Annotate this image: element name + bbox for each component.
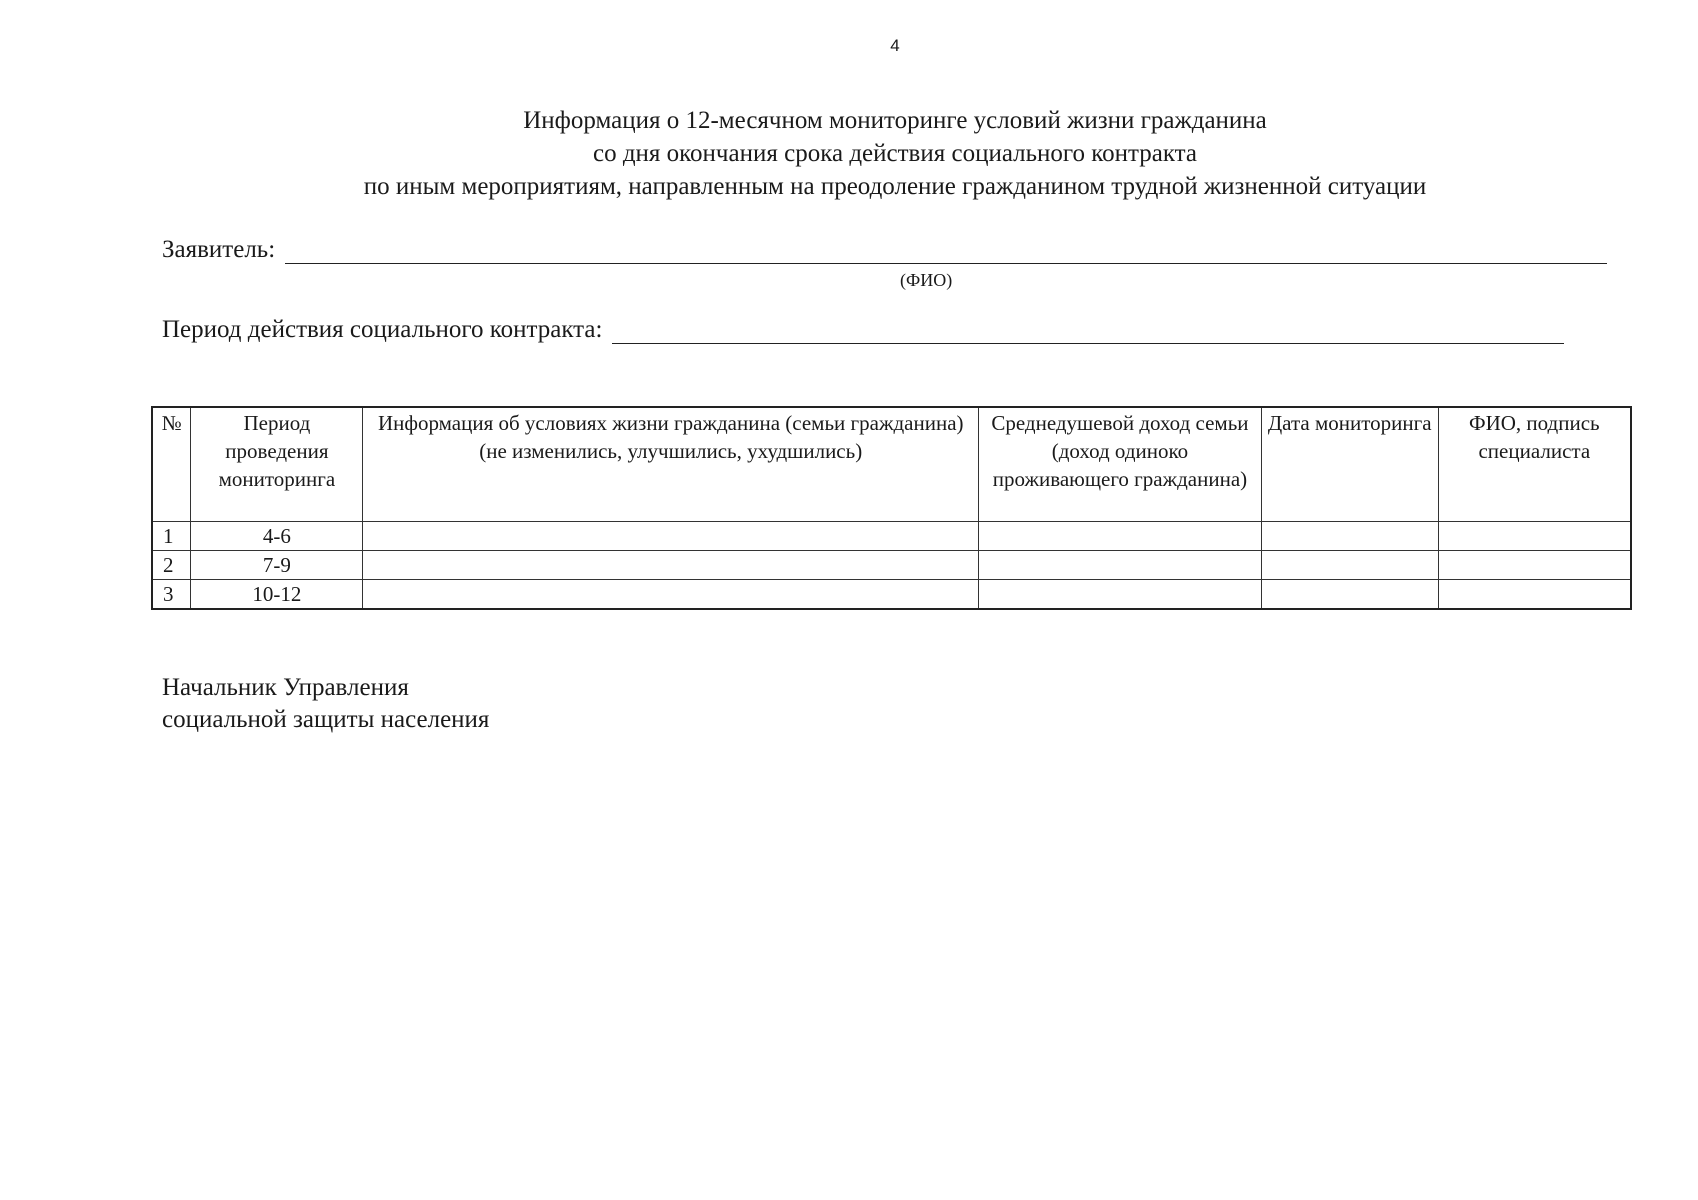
document-title: [0, 104, 1698, 203]
row-specialist-cell[interactable]: [1438, 522, 1631, 551]
applicant-field: [162, 236, 1607, 264]
row-specialist-cell[interactable]: [1438, 551, 1631, 580]
applicant-hint: (ФИО): [900, 270, 953, 290]
contract-period-label: Период действия социального контракта:: [162, 316, 603, 343]
applicant-input-line[interactable]: [285, 239, 1607, 264]
signature-line-1: Начальник Управления: [162, 674, 409, 701]
row-info-cell[interactable]: [363, 580, 979, 610]
row-info-cell[interactable]: [363, 522, 979, 551]
row-period: 4-6: [191, 522, 363, 551]
signature-block: [162, 672, 489, 736]
title-line-1: Информация о 12-месячном мониторинге условий жизни гражданина: [523, 107, 1267, 134]
row-date-cell[interactable]: [1261, 580, 1438, 610]
contract-period-input-line[interactable]: [612, 319, 1564, 344]
row-income-cell[interactable]: [979, 522, 1262, 551]
header-income: Среднедушевой доход семьи (доход одиноко проживающего гражданина): [979, 407, 1262, 522]
table-row: [152, 522, 1631, 551]
signature-line-2: социальной защиты населения: [162, 706, 490, 733]
contract-period-field: [162, 316, 1564, 344]
row-income-cell[interactable]: [979, 580, 1262, 610]
row-info-cell[interactable]: [363, 551, 979, 580]
monitoring-table: [151, 406, 1632, 610]
table-row: [152, 551, 1631, 580]
applicant-label: Заявитель:: [162, 236, 276, 263]
page-number: 4: [890, 36, 900, 55]
row-date-cell[interactable]: [1261, 522, 1438, 551]
row-date-cell[interactable]: [1261, 551, 1438, 580]
table-row: [152, 580, 1631, 610]
row-specialist-cell[interactable]: [1438, 580, 1631, 610]
header-living-conditions: Информация об условиях жизни гражданина (семьи гражданина) (не изменились, улучшились, ухудшились): [363, 407, 979, 522]
row-number: 3: [152, 580, 191, 610]
header-specialist: ФИО, подпись специалиста: [1438, 407, 1631, 522]
row-period: 7-9: [191, 551, 363, 580]
row-number: 1: [152, 522, 191, 551]
row-income-cell[interactable]: [979, 551, 1262, 580]
header-number: №: [152, 407, 191, 522]
header-period: Период проведения мониторинга: [191, 407, 363, 522]
row-number: 2: [152, 551, 191, 580]
header-monitoring-date: Дата мониторинга: [1261, 407, 1438, 522]
table-header-row: [152, 407, 1631, 522]
title-line-2: со дня окончания срока действия социального контракта: [592, 140, 1198, 167]
row-period: 10-12: [191, 580, 363, 610]
title-line-3: по иным мероприятиям, направленным на преодоление гражданином трудной жизненной ситуации: [363, 173, 1427, 200]
